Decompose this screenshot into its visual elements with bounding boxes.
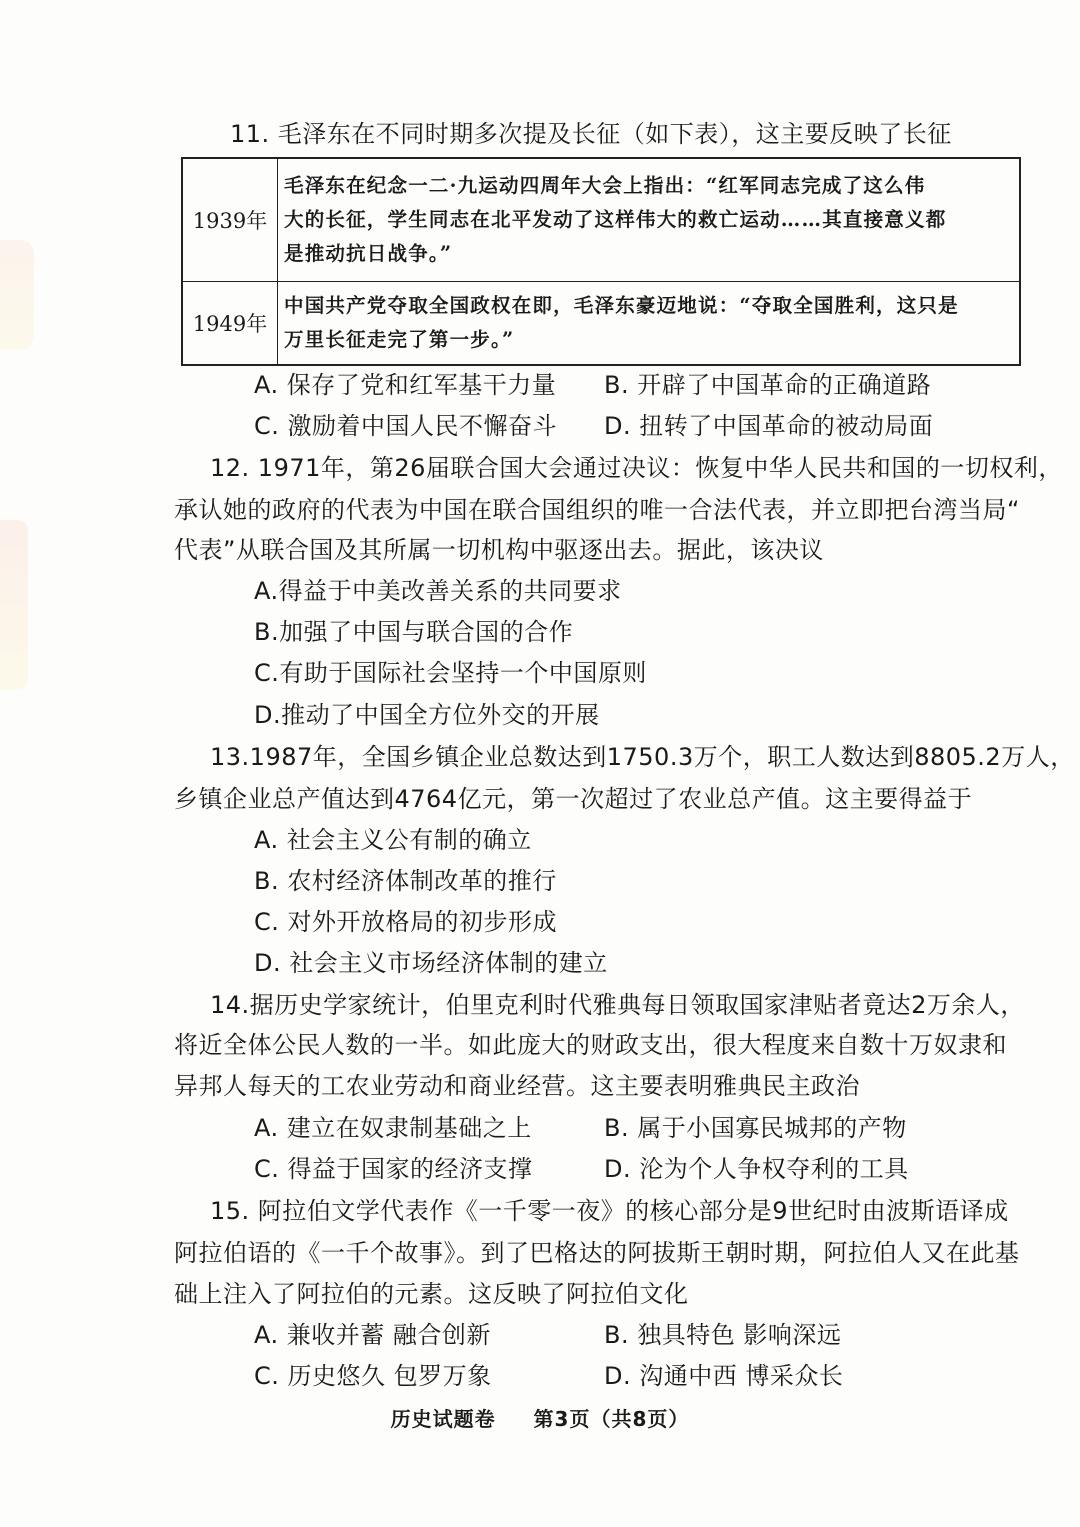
year-cell: 1949年: [182, 282, 278, 366]
option-b[interactable]: B. 开辟了中国革命的正确道路: [604, 371, 932, 399]
quote-cell: [278, 158, 1021, 282]
option-a[interactable]: A. 建立在奴隶制基础之上: [254, 1114, 532, 1142]
question-14-stem: 14.据历史学家统计，伯里克利时代雅典每日领取国家津贴者竟达2万余人，: [210, 991, 1025, 1019]
option-b[interactable]: B. 独具特色 影响深远: [604, 1321, 842, 1349]
option-a[interactable]: A. 兼收并蓄 融合创新: [254, 1321, 491, 1349]
watermark-fragment: [0, 520, 28, 690]
question-15-stem: 阿拉伯语的《一千个故事》。到了巴格达的阿拔斯王朝时期，阿拉伯人又在此基: [174, 1239, 1020, 1267]
option-a[interactable]: A. 社会主义公有制的确立: [254, 826, 532, 854]
option-a[interactable]: A. 保存了党和红军基干力量: [254, 371, 557, 399]
option-c[interactable]: C. 历史悠久 包罗万象: [254, 1362, 492, 1390]
question-14-stem: 异邦人每天的工农业劳动和商业经营。这主要表明雅典民主政治: [174, 1072, 860, 1100]
question-14-stem: 将近全体公民人数的一半。如此庞大的财政支出，很大程度来自数十万奴隶和: [174, 1031, 1007, 1059]
page-number: 第3页（共8页）: [533, 1407, 690, 1431]
option-c[interactable]: C. 对外开放格局的初步形成: [254, 908, 558, 936]
option-d[interactable]: D. 沦为个人争权夺利的工具: [604, 1155, 909, 1183]
question-12-stem: 代表”从联合国及其所属一切机构中驱逐出去。据此，该决议: [174, 536, 824, 564]
option-c[interactable]: C.有助于国际社会坚持一个中国原则: [254, 659, 647, 687]
question-13-stem: 13.1987年，全国乡镇企业总数达到1750.3万个，职工人数达到8805.2万人，: [210, 743, 1075, 771]
question-12-stem: 12. 1971年，第26届联合国大会通过决议：恢复中华人民共和国的一切权利，: [210, 454, 1063, 482]
quote-cell: [278, 282, 1021, 366]
question-11-stem: 11. 毛泽东在不同时期多次提及长征（如下表），这主要反映了长征: [230, 120, 952, 148]
quote-line: 大的长征，学生同志在北平发动了这样伟大的救亡运动……其直接意义都: [284, 208, 947, 231]
option-d[interactable]: D. 沟通中西 博采众长: [604, 1362, 844, 1390]
table-row: [182, 158, 1020, 282]
option-a[interactable]: A.得益于中美改善关系的共同要求: [254, 577, 622, 605]
quote-line: 毛泽东在纪念一二·九运动四周年大会上指出：“红军同志完成了这么伟: [284, 174, 926, 197]
exam-subject: 历史试题卷: [390, 1407, 496, 1431]
year-cell: 1939年: [182, 158, 278, 282]
option-b[interactable]: B. 农村经济体制改革的推行: [254, 867, 557, 895]
option-c[interactable]: C. 得益于国家的经济支撑: [254, 1155, 533, 1183]
question-12-stem: 承认她的政府的代表为中国在联合国组织的唯一合法代表，并立即把台湾当局“: [174, 496, 1020, 524]
page-footer: [0, 1403, 1080, 1432]
question-13-stem: 乡镇企业总产值达到4764亿元，第一次超过了农业总产值。这主要得益于: [174, 785, 973, 813]
option-d[interactable]: D.推动了中国全方位外交的开展: [254, 701, 600, 729]
option-d[interactable]: D. 社会主义市场经济体制的建立: [254, 949, 608, 977]
quote-line: 万里长征走完了第一步。”: [284, 328, 515, 351]
option-b[interactable]: B.加强了中国与联合国的合作: [254, 618, 574, 646]
watermark-fragment: [0, 240, 34, 350]
question-15-stem: 15. 阿拉伯文学代表作《一千零一夜》的核心部分是9世纪时由波斯语译成: [210, 1197, 1009, 1225]
question-15-stem: 础上注入了阿拉伯的元素。这反映了阿拉伯文化: [174, 1280, 689, 1308]
question-11-table: [181, 157, 1021, 366]
quote-line: 是推动抗日战争。”: [284, 242, 453, 265]
quote-line: 中国共产党夺取全国政权在即，毛泽东豪迈地说：“夺取全国胜利，这只是: [284, 294, 959, 317]
table-row: [182, 282, 1020, 366]
option-d[interactable]: D. 扭转了中国革命的被动局面: [604, 412, 934, 440]
option-b[interactable]: B. 属于小国寡民城邦的产物: [604, 1114, 907, 1142]
option-c[interactable]: C. 激励着中国人民不懈奋斗: [254, 412, 558, 440]
